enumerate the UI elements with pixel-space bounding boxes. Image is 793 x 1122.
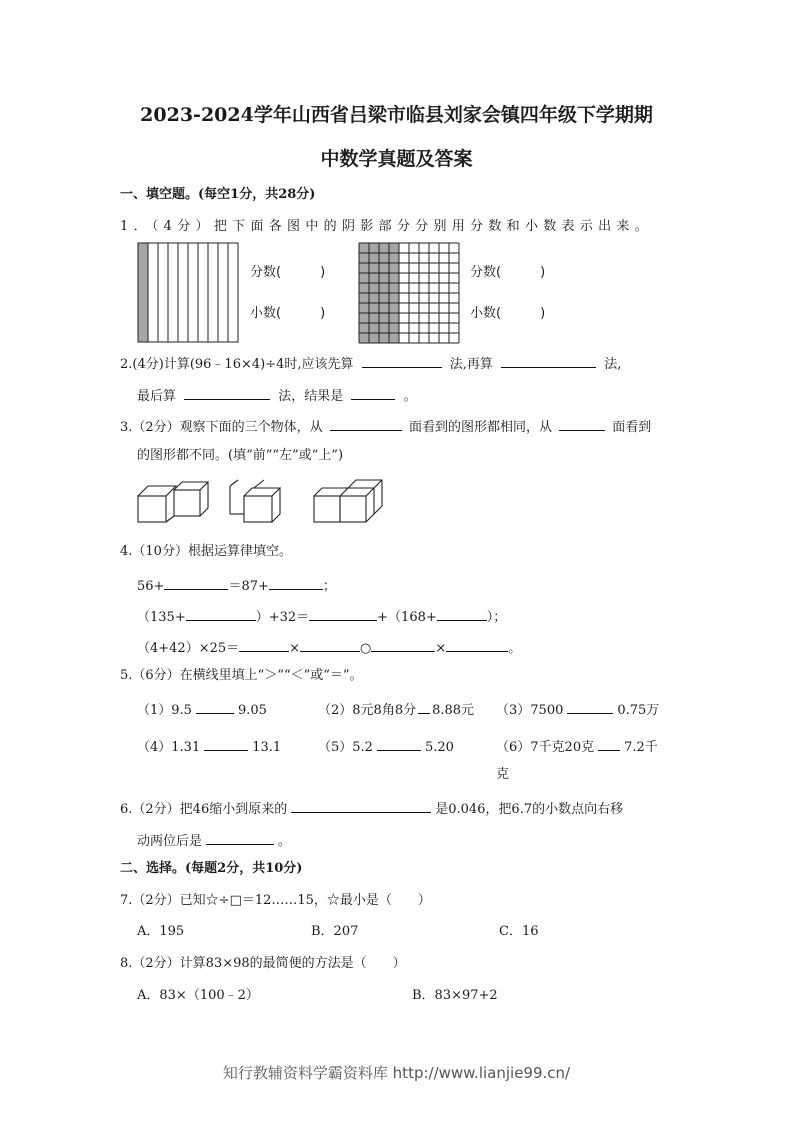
- q2-blank-2[interactable]: [501, 355, 596, 368]
- page-title-line2: 中数学真题及答案: [320, 148, 473, 170]
- q6-text-c: 动两位后是: [137, 834, 203, 849]
- q1-fig2-decimal: 小数( ): [470, 306, 546, 321]
- q5-i3-text-a: （3）7500: [496, 703, 564, 718]
- q5-i1-text-b: 9.05: [237, 703, 267, 718]
- q4-r2-text-a: （135+: [137, 610, 186, 625]
- q5-i2-text-a: （2）8元8角8分: [318, 703, 417, 718]
- q1-figure-strips: [137, 242, 240, 343]
- q4-r1-blank-1[interactable]: [164, 577, 228, 590]
- q5-i3-blank[interactable]: [567, 701, 613, 714]
- q4-r1-text-c: ；: [322, 579, 336, 594]
- q4-r3-blank-1[interactable]: [239, 639, 289, 652]
- strip-shaded: [138, 243, 148, 342]
- q2-text-e: 法，结果是: [278, 389, 344, 404]
- q8-option-b[interactable]: B．83×97+2: [412, 988, 498, 1003]
- q5-item-2: [318, 701, 474, 717]
- page-title-line1: 2023-2024学年山西省吕梁市临县刘家会镇四年级下学期期: [140, 104, 653, 126]
- q8-option-a[interactable]: A．83×（100﹣2）: [137, 988, 259, 1003]
- q3-text-b: 面看到的图形都相同，从: [408, 420, 552, 435]
- q2-text-f: 。: [403, 389, 417, 404]
- q6-blank-1[interactable]: [291, 800, 431, 813]
- q3-cubes-figure: [134, 476, 394, 526]
- q2-line2: [137, 387, 417, 403]
- q3-text-c: 面看到: [612, 420, 652, 435]
- q1-fig2-fraction: 分数( ): [470, 265, 546, 280]
- q5-item-1: [137, 701, 267, 717]
- q5-i5-text-b: 5.20: [424, 740, 454, 755]
- q4-r2-text-c: +（168+: [377, 610, 437, 625]
- q5-i6-text-a: （6）7千克20克: [496, 740, 595, 755]
- q2-text-a: 2.(4分)计算(96﹣16×4)÷4时,应该先算: [120, 357, 354, 372]
- q4-r3-text-e: 。: [508, 641, 522, 656]
- q2-line1: [120, 355, 621, 371]
- q7-option-a[interactable]: A．195: [137, 924, 185, 939]
- q4-r3-text-a: （4+42）×25＝: [137, 641, 240, 656]
- q2-text-d: 最后算: [137, 389, 177, 404]
- q5-item-5: [318, 738, 454, 754]
- section2-heading: 二、选择。(每题2分，共10分): [120, 861, 303, 876]
- q2-text-b: 法,再算: [449, 357, 493, 372]
- q4-r1-text-a: 56+: [137, 579, 165, 594]
- q4-r2-blank-1[interactable]: [186, 608, 256, 621]
- q4-r1-blank-2[interactable]: [269, 577, 323, 590]
- q5-item-3: [496, 701, 659, 717]
- q5-i5-blank[interactable]: [377, 738, 421, 751]
- q2-blank-3[interactable]: [184, 387, 270, 400]
- q4-r3-text-d: ×: [435, 641, 447, 656]
- q4-r3-text-b: ×: [289, 641, 301, 656]
- q1-fig1-decimal: 小数( ): [250, 306, 326, 321]
- q5-i3-text-b: 0.75万: [617, 703, 660, 718]
- q3-text-a: 3.（2分）观察下面的三个物体，从: [120, 420, 323, 435]
- q4-r2-text-b: ）+32＝: [255, 610, 310, 625]
- q2-blank-4[interactable]: [351, 387, 395, 400]
- q5-heading: 5.（6分）在横线里填上“＞”“＜”或“＝”。: [120, 668, 363, 683]
- q4-row3: [137, 639, 521, 655]
- q5-i5-text-a: （5）5.2: [318, 740, 373, 755]
- q3-line1: [120, 418, 651, 434]
- q5-i1-blank[interactable]: [196, 701, 234, 714]
- q4-row2: [137, 608, 506, 624]
- q5-i1-text-a: （1）9.5: [137, 703, 192, 718]
- q4-r3-blank-3[interactable]: [371, 639, 435, 652]
- q4-r2-blank-3[interactable]: [437, 608, 487, 621]
- q4-r3-blank-4[interactable]: [446, 639, 508, 652]
- q5-i6-text-b: 7.2千: [624, 740, 658, 755]
- q1-figure-grid: [358, 242, 461, 344]
- q5-i4-blank[interactable]: [204, 738, 248, 751]
- q4-r2-text-d: ）；: [486, 610, 507, 625]
- q4-heading: 4.（10分）根据运算律填空。: [120, 544, 292, 559]
- q6-line2: [137, 832, 291, 848]
- q2-text-c: 法,: [604, 357, 622, 372]
- q2-blank-1[interactable]: [362, 355, 442, 368]
- q4-row1: [137, 577, 336, 593]
- q6-text-a: 6.（2分）把46缩小到原来的: [120, 802, 288, 817]
- q7-text: 7.（2分）已知☆÷□＝12……15，☆最小是（ ）: [120, 893, 431, 908]
- q6-blank-2[interactable]: [206, 832, 274, 845]
- q5-item-4: [137, 738, 281, 754]
- q5-i6-blank[interactable]: [598, 738, 620, 751]
- q5-i2-blank[interactable]: [418, 701, 430, 714]
- q5-item-6: [496, 738, 658, 754]
- q4-r1-text-b: ＝87+: [228, 579, 269, 594]
- q5-i4-text-a: （4）1.31: [137, 740, 201, 755]
- q3-blank-1[interactable]: [330, 418, 402, 431]
- q6-text-b: 是0.046，把6.7的小数点向右移: [435, 802, 624, 817]
- q4-r3-text-c: ○: [360, 641, 372, 656]
- q8-text: 8.（2分）计算83×98的最简便的方法是（ ）: [120, 956, 406, 971]
- q5-item-6-wrap: 克: [496, 767, 510, 782]
- q6-text-d: 。: [278, 834, 292, 849]
- q4-r3-blank-2[interactable]: [300, 639, 360, 652]
- footer-watermark: 知行教辅资料学霸资料库 http://www.lianjie99.cn/: [222, 1064, 571, 1082]
- q3-line2: 的图形都不同。(填“前”“左”或“上”): [137, 448, 344, 463]
- q7-option-b[interactable]: B．207: [311, 924, 359, 939]
- q5-i2-text-b: 8.88元: [432, 703, 475, 718]
- q6-line1: [120, 800, 623, 816]
- q7-option-c[interactable]: C．16: [499, 924, 539, 939]
- q4-r2-blank-2[interactable]: [309, 608, 377, 621]
- q1-text: 1．（4分）把下面各图中的阴影部分分别用分数和小数表示出来。: [120, 219, 654, 234]
- q1-fig1-fraction: 分数( ): [250, 265, 326, 280]
- section1-heading: 一、填空题。(每空1分，共28分): [120, 187, 316, 202]
- q3-blank-2[interactable]: [559, 418, 605, 431]
- q5-i4-text-b: 13.1: [252, 740, 282, 755]
